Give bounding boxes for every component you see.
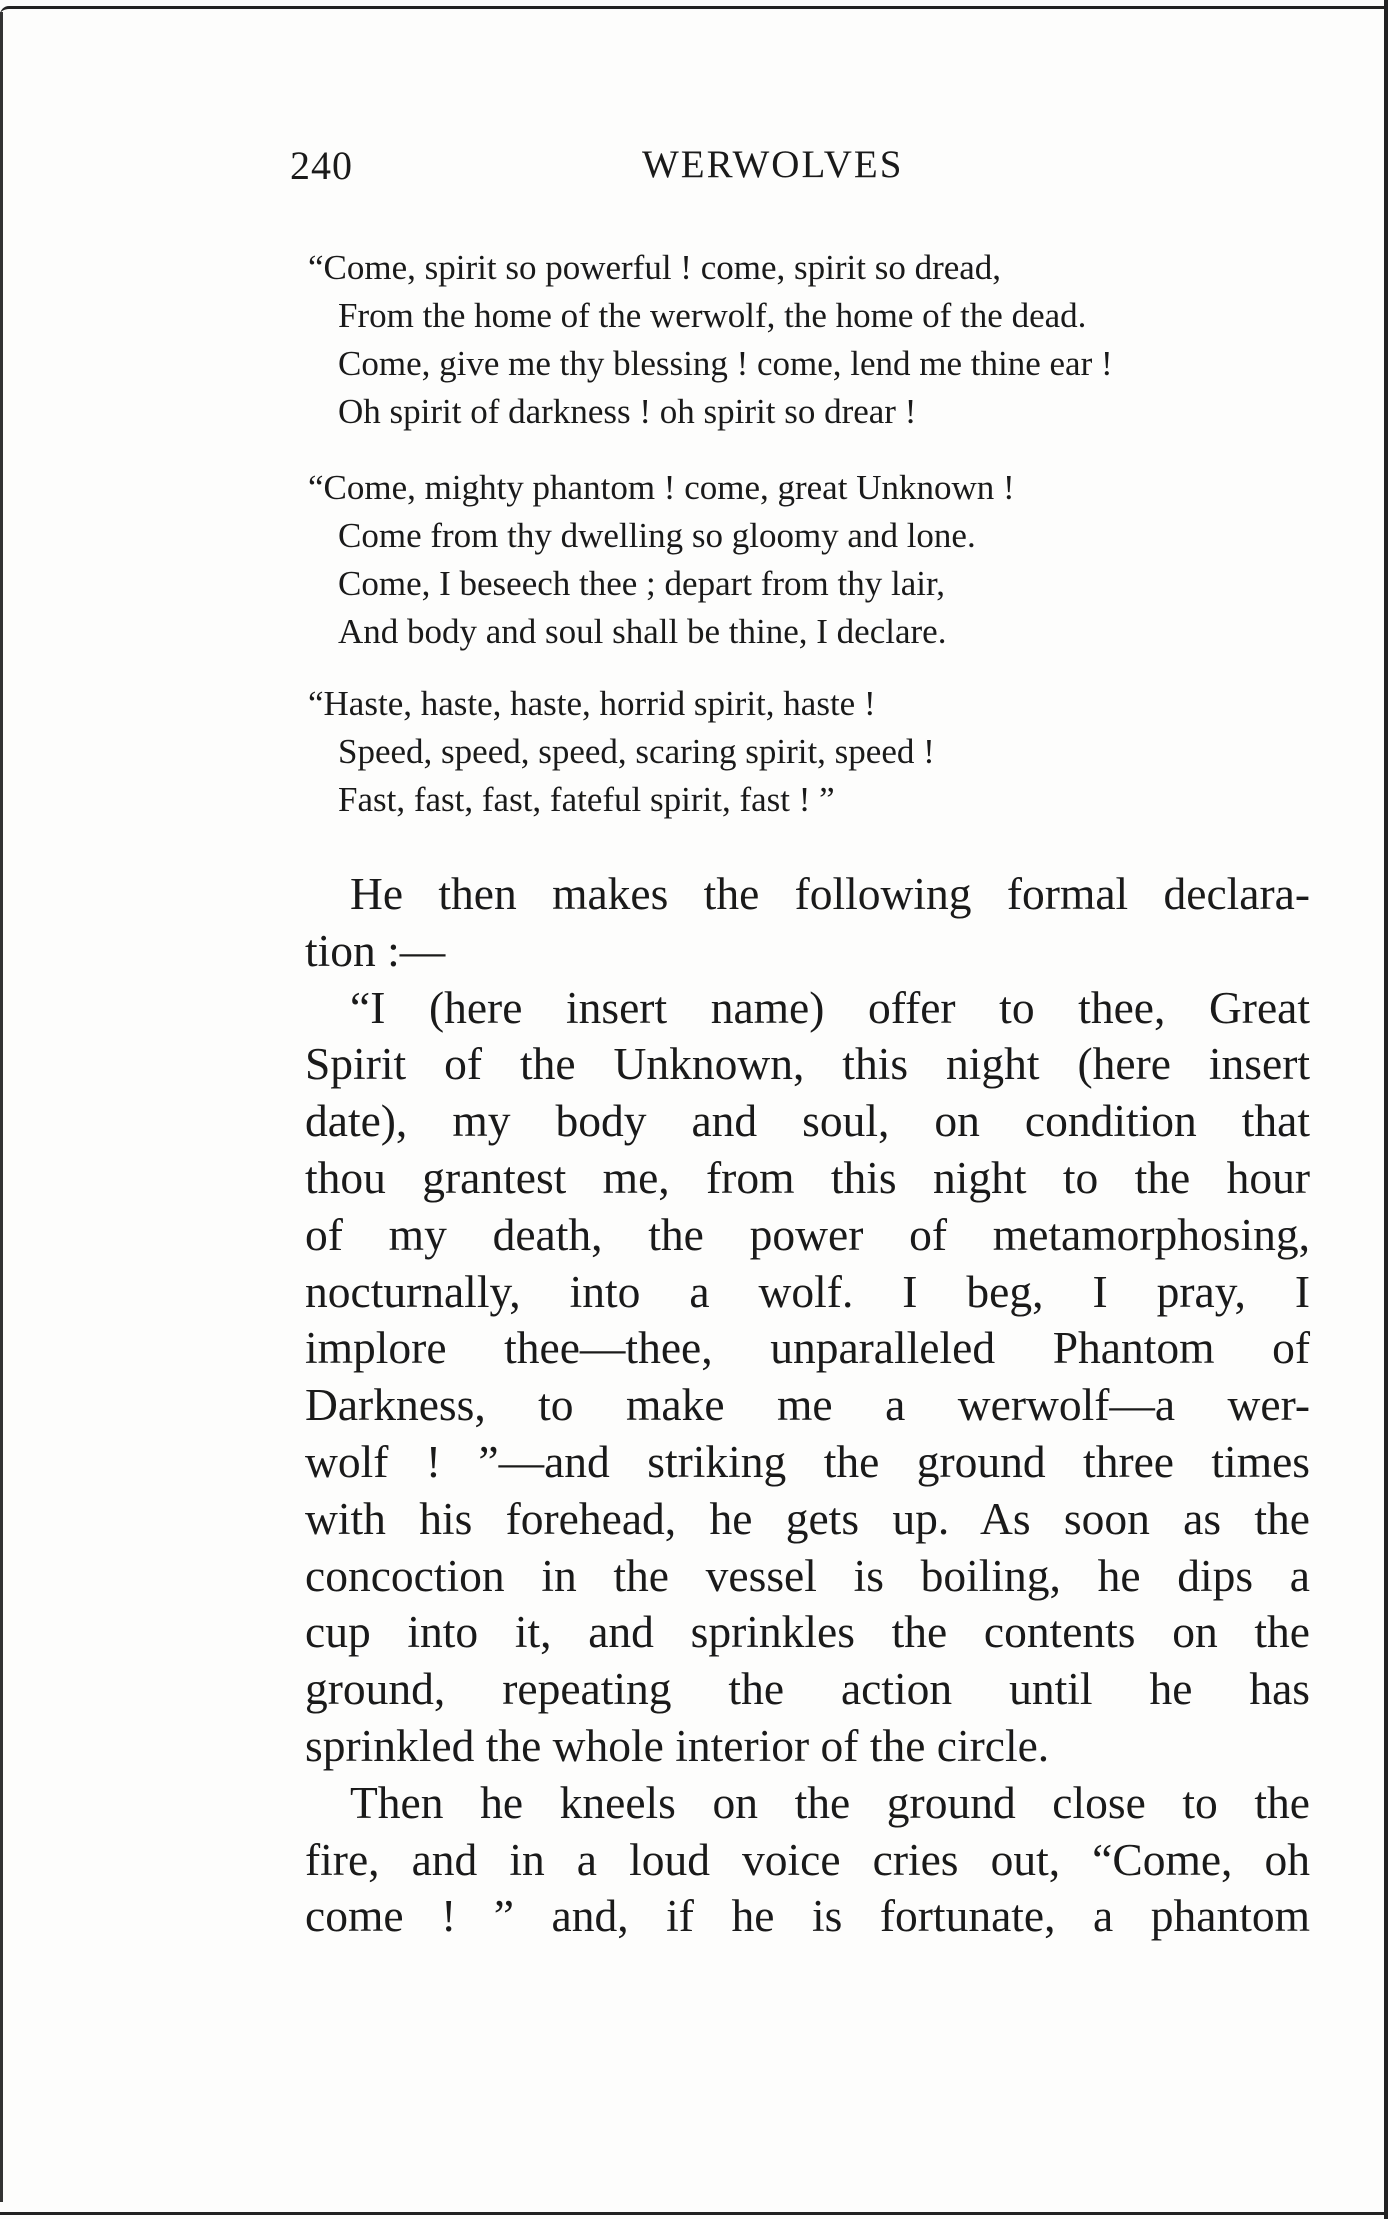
- verse-line: “Come, mighty phantom ! come, great Unknown !: [308, 468, 1015, 507]
- verse-line: “Come, spirit so powerful ! come, spirit so dread,: [308, 248, 1002, 287]
- text-line: sprinkled the whole interior of the circle.: [305, 1719, 1050, 1771]
- verse-line: Oh spirit of darkness ! oh spirit so drear !: [338, 392, 917, 431]
- text-line: He then makes the following formal declara-: [350, 868, 1310, 919]
- verse-stanza: [308, 244, 1318, 436]
- body-text: [305, 866, 1310, 1945]
- text-line: cup into it, and sprinkles the contents on the: [305, 1606, 1310, 1658]
- verse-line: “Haste, haste, haste, horrid spirit, haste !: [308, 684, 876, 723]
- text-line: nocturnally, into a wolf. I beg, I pray, I: [305, 1265, 1310, 1317]
- page-header: [290, 142, 1310, 198]
- verse-line: And body and soul shall be thine, I declare.: [338, 612, 947, 651]
- verse-line: From the home of the werwolf, the home of the dead.: [338, 296, 1087, 335]
- text-line: Then he kneels on the ground close to the: [350, 1776, 1310, 1828]
- text-line: wolf ! ”—and striking the ground three times: [305, 1435, 1310, 1487]
- verse-line: Fast, fast, fast, fateful spirit, fast ! ”: [338, 780, 835, 819]
- text-line: implore thee—thee, unparalleled Phantom of: [305, 1322, 1310, 1374]
- text-line: fire, and in a loud voice cries out, “Come, oh: [305, 1833, 1310, 1885]
- page-edge-left: [0, 12, 9, 2202]
- verse-line: Come, give me thy blessing ! come, lend me thine ear !: [338, 344, 1113, 383]
- page-number: 240: [290, 143, 353, 188]
- text-line: tion :—: [305, 924, 446, 976]
- page-edge-top: [0, 6, 1388, 15]
- text-line: “I (here insert name) offer to thee, Great: [350, 981, 1310, 1033]
- verse-line: Speed, speed, speed, scaring spirit, speed !: [338, 732, 935, 771]
- text-line: come ! ” and, if he is fortunate, a phantom: [305, 1890, 1310, 1942]
- verse-stanza: [308, 464, 1318, 656]
- text-line: Spirit of the Unknown, this night (here insert: [305, 1038, 1310, 1090]
- text-line: with his forehead, he gets up. As soon as the: [305, 1492, 1310, 1544]
- text-line: date), my body and soul, on condition that: [305, 1095, 1310, 1147]
- running-head: WERWOLVES: [642, 143, 904, 186]
- text-line: concoction in the vessel is boiling, he dips a: [305, 1549, 1310, 1601]
- text-line: of my death, the power of metamorphosing,: [305, 1208, 1310, 1260]
- page-edge-right: [1384, 0, 1388, 2219]
- text-line: thou grantest me, from this night to the hour: [305, 1151, 1310, 1203]
- verse-line: Come, I beseech thee ; depart from thy lair,: [338, 564, 945, 603]
- verse-line: Come from thy dwelling so gloomy and lone.: [338, 516, 976, 555]
- page-edge-bottom: [0, 2212, 1388, 2215]
- verse-stanza: [308, 680, 1318, 824]
- text-line: Darkness, to make me a werwolf—a wer-: [305, 1379, 1310, 1431]
- text-line: ground, repeating the action until he has: [305, 1663, 1310, 1715]
